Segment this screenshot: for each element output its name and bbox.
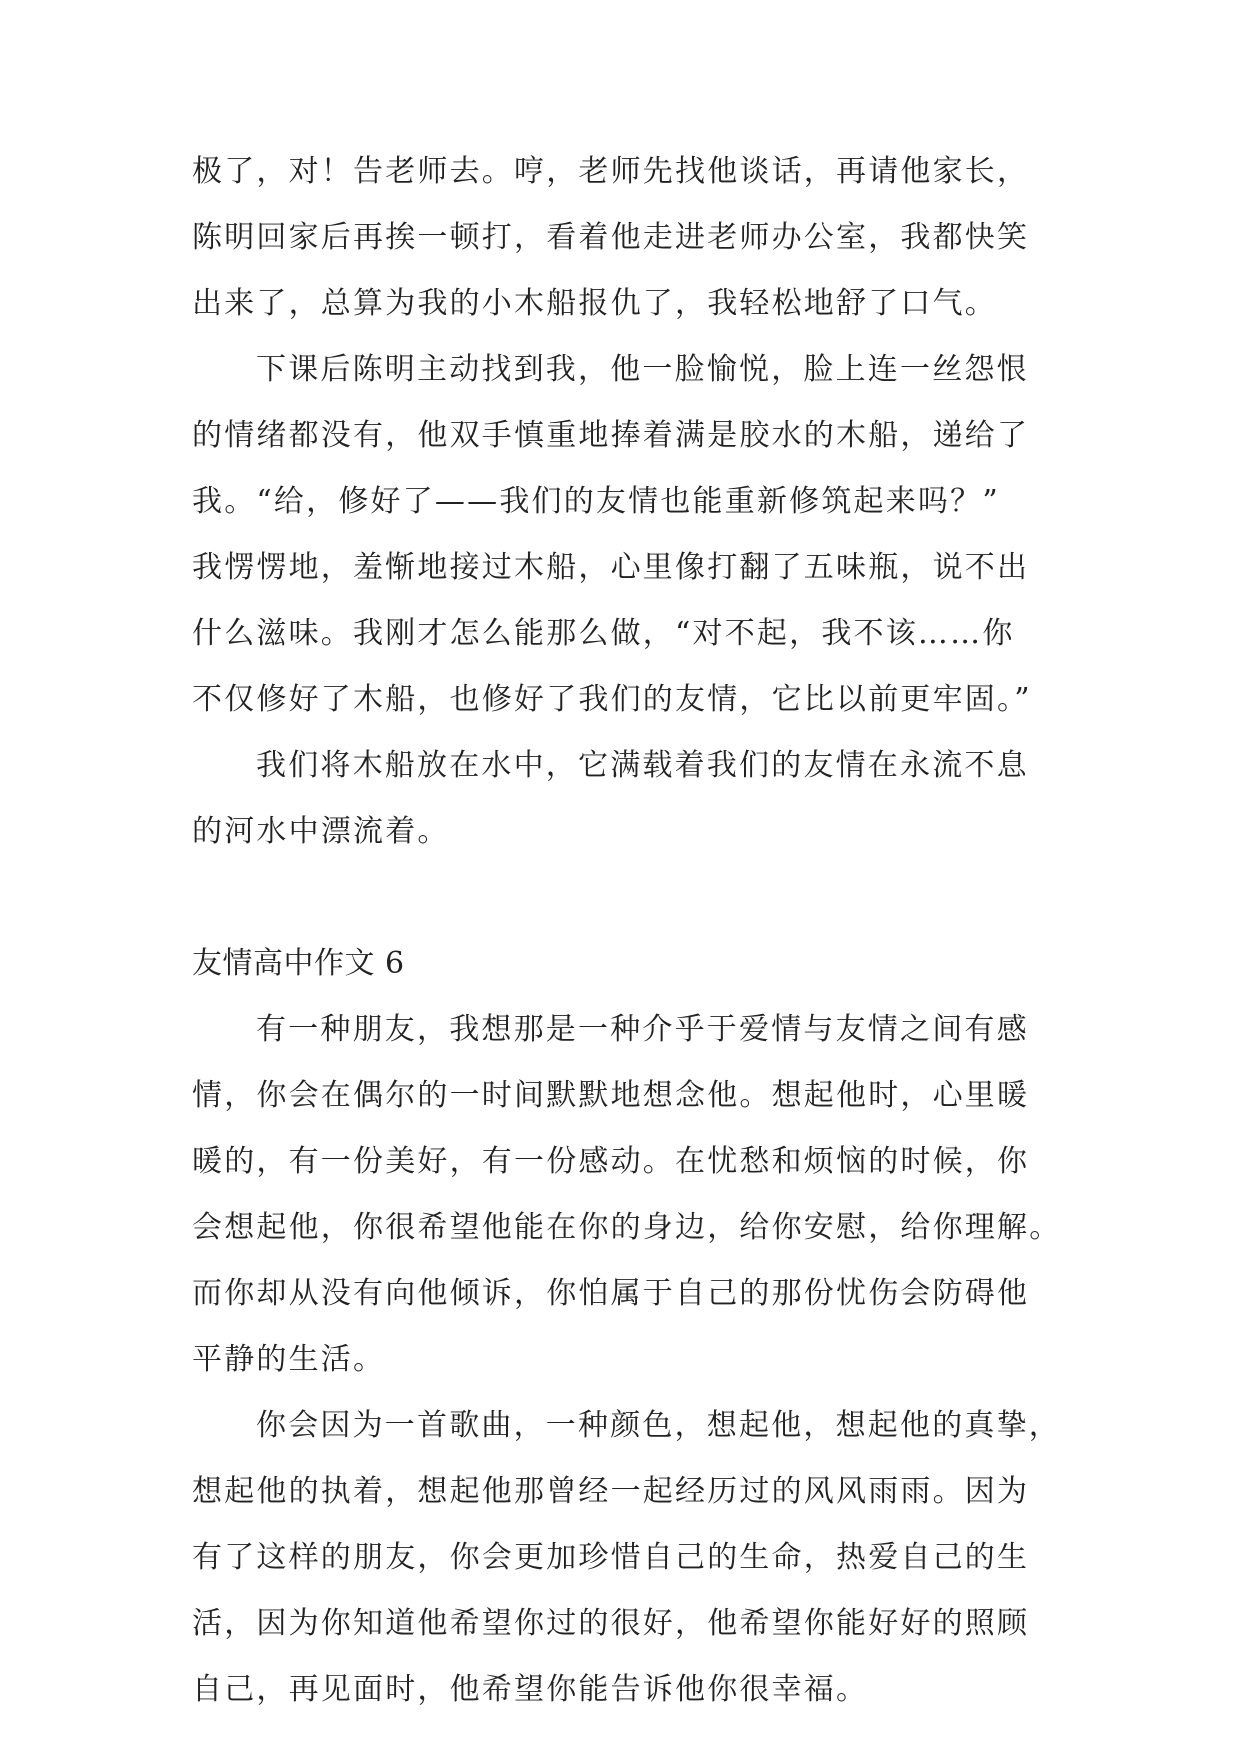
text-line: 什么滋味。我刚才怎么能那么做，“对不起，我不该……你: [192, 616, 1015, 651]
text-line: 而你却从没有向他倾诉，你怕属于自己的那份忧伤会防碍他: [192, 1276, 1030, 1311]
text-line: 会想起他，你很希望他能在你的身边，给你安慰，给你理解。: [192, 1210, 1062, 1245]
text-line: 下课后陈明主动找到我，他一脸愉悦，脸上连一丝怨恨: [256, 352, 1029, 387]
text-line: 不仅修好了木船，也修好了我们的友情，它比以前更牢固。”: [192, 682, 1032, 717]
text-line: 的河水中漂流着。: [192, 814, 450, 849]
text-line: 想起他的执着，想起他那曾经一起经历过的风风雨雨。因为: [192, 1474, 1030, 1509]
text-line: 我。“给，修好了——我们的友情也能重新修筑起来吗？”: [192, 484, 1000, 519]
text-line: 陈明回家后再挨一顿打，看着他走进老师办公室，我都快笑: [192, 220, 1030, 255]
text-line: 活，因为你知道他希望你过的很好，他希望你能好好的照顾: [192, 1606, 1030, 1641]
text-line: 暖的，有一份美好，有一份感动。在忧愁和烦恼的时候，你: [192, 1144, 1030, 1179]
section-title: 友情高中作文 6: [192, 946, 405, 981]
text-line: 有了这样的朋友，你会更加珍惜自己的生命，热爱自己的生: [192, 1540, 1030, 1575]
text-line: 有一种朋友，我想那是一种介乎于爱情与友情之间有感: [256, 1012, 1029, 1047]
text-line: 自己，再见面时，他希望你能告诉他你很幸福。: [192, 1672, 869, 1707]
text-line: 平静的生活。: [192, 1342, 386, 1377]
text-line: 出来了，总算为我的小木船报仇了，我轻松地舒了口气。: [192, 286, 997, 321]
text-line: 我们将木船放在水中，它满载着我们的友情在永流不息: [256, 748, 1029, 783]
text-line: 情，你会在偶尔的一时间默默地想念他。想起他时，心里暖: [192, 1078, 1030, 1113]
text-line: 我愣愣地，羞惭地接过木船，心里像打翻了五味瓶，说不出: [192, 550, 1030, 585]
text-line: 极了，对！告老师去。哼，老师先找他谈话，再请他家长，: [192, 154, 1030, 189]
text-line: 你会因为一首歌曲，一种颜色，想起他，想起他的真挚，: [256, 1408, 1061, 1443]
text-line: 的情绪都没有，他双手慎重地捧着满是胶水的木船，递给了: [192, 418, 1030, 453]
